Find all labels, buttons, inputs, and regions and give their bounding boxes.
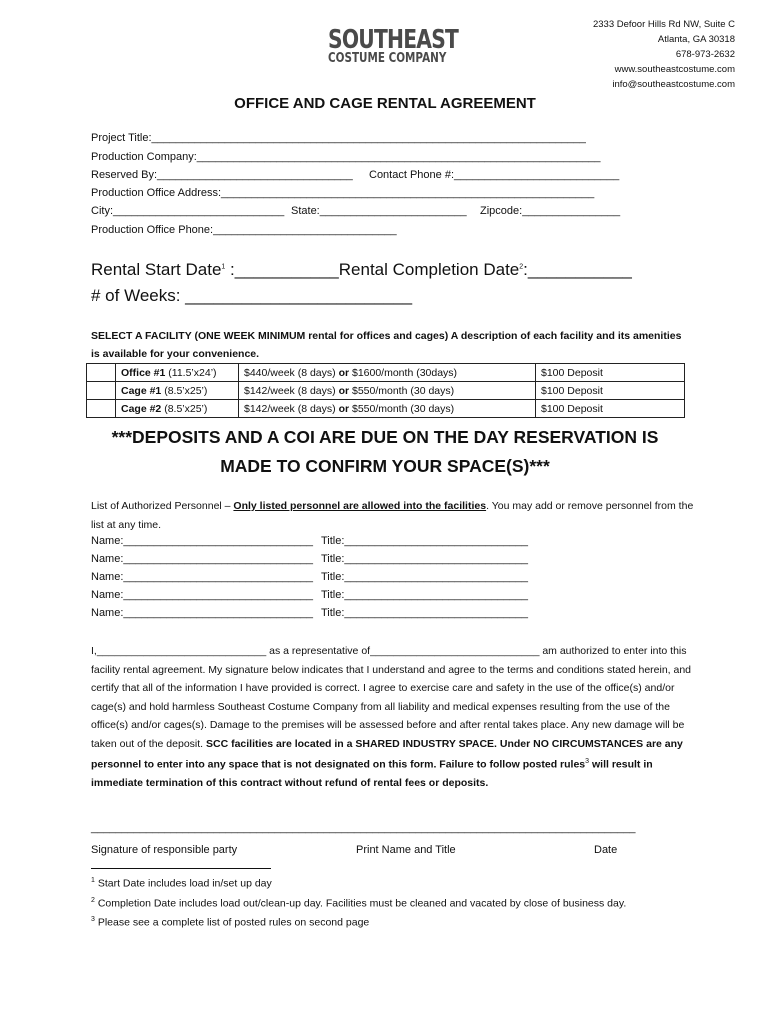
price-or: or [338,366,350,379]
facility-size: (8.5’x25’) [161,384,208,397]
facility-name: Cage #2 [121,402,162,415]
address-website: www.southeastcostume.com [614,64,735,75]
facility-price-cell [239,382,536,400]
price-month: $550/month (30 days) [349,402,455,415]
footnote-text: Completion Date includes load out/clean-up day. Facilities must be cleaned and vacated by close of business day. [94,897,627,910]
facility-name-cell [116,400,239,418]
logo-line2: COSTUME COMPANY [328,51,447,66]
agreement-warning-end: will result in immediate termination of this contract without refund of rental fees or deposits. [91,758,653,789]
address-street: 2333 Defoor Hills Rd NW, Suite C [592,19,735,30]
personnel-name-field-1[interactable]: Name:_______________________________ [91,535,314,547]
facility-checkbox-office-1[interactable] [87,364,116,382]
rental-completion-field[interactable]: :___________ [523,260,632,279]
signature-line[interactable]: _________________________________________________________________________________________ [91,822,636,834]
date-label: Date [594,844,618,856]
production-company-field[interactable]: Production Company:__________________________________________________________________ [91,151,601,163]
facility-name: Cage #1 [121,384,162,397]
personnel-intro-rest: . You may add or remove personnel from the list at any time. [91,500,694,531]
facility-name: Office #1 [121,366,166,379]
footnote-number: 1 [91,877,95,884]
production-office-address-field[interactable]: Production Office Address:_____________________________________________________________ [91,187,595,199]
deposit-notice-line1: ***DEPOSITS AND A COI ARE DUE ON THE DAY RESERVATION IS [111,427,659,447]
zipcode-field[interactable]: Zipcode:________________ [480,205,621,217]
personnel-title-field-1[interactable]: Title:______________________________ [321,535,528,547]
footnote-text: Start Date includes load in/set up day [94,877,272,890]
facility-size: (8.5’x25’) [161,402,208,415]
personnel-intro-emphasis: Only listed personnel are allowed into the facilities [233,500,487,512]
rental-completion-label: Rental Completion Date [338,260,520,279]
footnote-number: 3 [91,916,95,923]
facility-name-cell [116,364,239,382]
personnel-title-field-3[interactable]: Title:______________________________ [321,571,528,583]
footnote-2 [91,897,626,910]
footnote-3 [91,916,369,929]
deposit-notice [0,423,770,481]
production-office-phone-field[interactable]: Production Office Phone:______________________________ [91,224,397,236]
personnel-intro-text: List of Authorized Personnel – [91,500,234,512]
document-title: OFFICE AND CAGE RENTAL AGREEMENT [234,95,536,112]
facility-deposit: $100 Deposit [536,400,685,418]
footnote-divider [91,868,271,869]
deposit-notice-line2: MADE TO CONFIRM YOUR SPACE(S)*** [220,456,550,476]
personnel-title-field-2[interactable]: Title:______________________________ [321,553,528,565]
facility-checkbox-cage-2[interactable] [87,400,116,418]
facility-size: (11.5’x24’) [165,366,217,379]
personnel-name-field-4[interactable]: Name:_______________________________ [91,589,314,601]
logo-line1: SOUTHEAST [328,25,459,55]
address-phone: 678-973-2632 [675,49,735,60]
agreement-text: I,_____________________________ as a representative of_____________________________ am authorized to enter into this facility rental agreement. My signature below indicates that I understand and agree to the terms and conditions stated herein, and certify that all of the information I have provided is correct. I agree to exercise care and safety in the use of the office(s) and/or cage(s) and hold harmless Southeast Costume Company from all liability and medical expenses resulting from the use of the office(s) and/or cages(s). Damage to the premises will be assessed before and after rental takes place. Any new damage will be taken out of the deposit. [91,645,692,750]
personnel-name-field-5[interactable]: Name:_______________________________ [91,607,314,619]
footnote-ref-2: 2 [519,263,524,271]
personnel-intro [91,497,701,534]
agreement-warning: SCC facilities are located in a SHARED INDUSTRY SPACE. Under NO CIRCUMSTANCES are any personnel to enter into any space that is not designated on this form. Failure to follow posted rules [91,737,683,771]
signature-label: Signature of responsible party [91,844,238,856]
facility-deposit: $100 Deposit [536,382,685,400]
personnel-title-field-4[interactable]: Title:______________________________ [321,589,528,601]
price-week: $440/week (8 days) [244,366,339,379]
project-title-field[interactable]: Project Title:_______________________________________________________________________ [91,132,586,144]
price-week: $142/week (8 days) [244,384,339,397]
price-or: or [338,402,350,415]
address-email: info@southeastcostume.com [612,79,735,90]
footnote-number: 2 [91,897,95,904]
personnel-name-field-3[interactable]: Name:_______________________________ [91,571,314,583]
footnote-text: Please see a complete list of posted rules on second page [94,916,370,929]
footnote-1 [91,877,272,890]
table-row [87,364,685,382]
weeks-field[interactable]: # of Weeks: ________________________ [91,286,413,305]
city-field[interactable]: City:____________________________ [91,205,285,217]
address-city: Atlanta, GA 30318 [657,34,735,45]
print-name-label: Print Name and Title [356,844,456,856]
table-row [87,382,685,400]
footnote-ref-1: 1 [221,263,226,271]
facility-deposit: $100 Deposit [536,364,685,382]
contact-phone-field[interactable]: Contact Phone #:___________________________ [369,169,620,181]
personnel-title-field-5[interactable]: Title:______________________________ [321,607,528,619]
footnote-ref-3: 3 [585,758,590,765]
price-month: $550/month (30 days) [349,384,455,397]
price-month: $1600/month (30days) [349,366,458,379]
price-week: $142/week (8 days) [244,402,339,415]
company-address [593,17,735,92]
reserved-by-field[interactable]: Reserved By:________________________________ [91,169,353,181]
personnel-name-field-2[interactable]: Name:_______________________________ [91,553,314,565]
company-logo [328,25,459,66]
rental-dates-line [91,260,632,280]
facilities-table [86,363,685,418]
facility-checkbox-cage-1[interactable] [87,382,116,400]
facility-price-cell [239,364,536,382]
rental-start-field[interactable]: :___________ [225,260,339,279]
rental-start-label: Rental Start Date [91,260,222,279]
facility-price-cell [239,400,536,418]
agreement-paragraph [91,642,701,793]
state-field[interactable]: State:________________________ [291,205,467,217]
table-row [87,400,685,418]
price-or: or [338,384,350,397]
select-facility-text: SELECT A FACILITY (ONE WEEK MINIMUM rental for offices and cages) A description of each facility and its amenities is available for your convenience. [91,330,682,360]
facility-name-cell [116,382,239,400]
